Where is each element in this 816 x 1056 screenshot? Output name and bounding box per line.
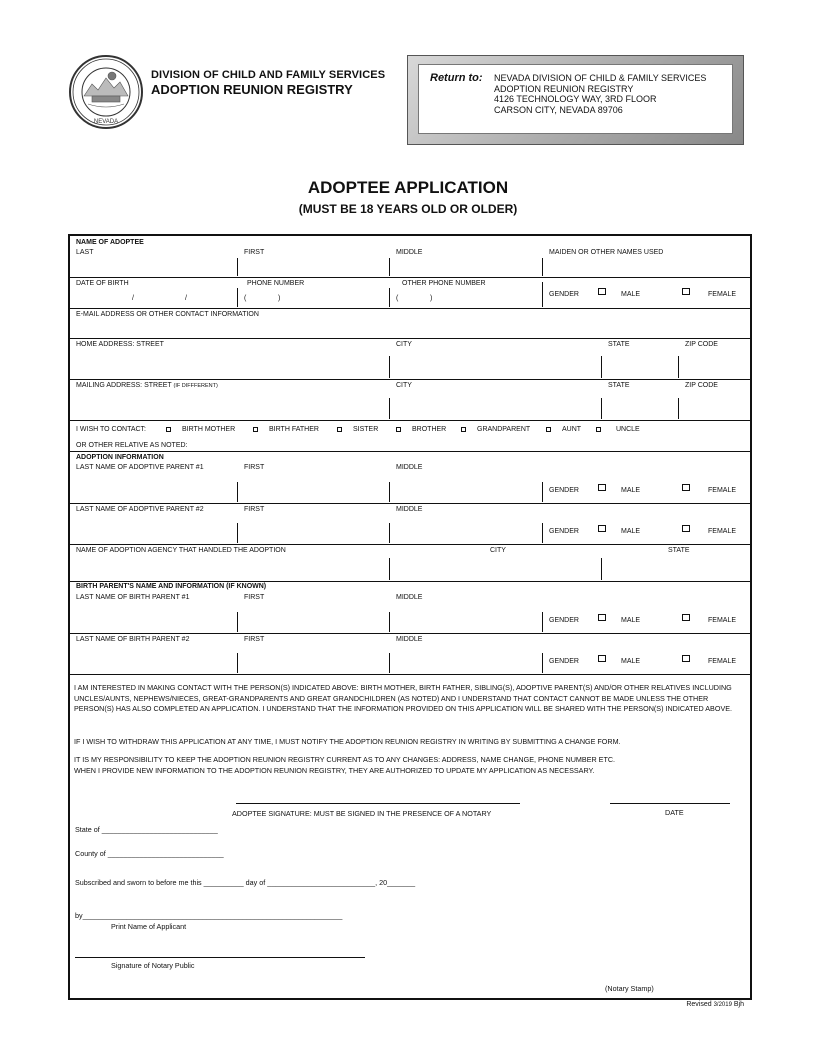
contact-birth-mother-checkbox[interactable] [166, 427, 171, 432]
contact-grandparent-checkbox[interactable] [461, 427, 466, 432]
return-to-box [407, 55, 744, 145]
adoptive-parent1-label: LAST NAME OF ADOPTIVE PARENT #1 [76, 464, 204, 471]
contact-brother-checkbox[interactable] [396, 427, 401, 432]
statement-paragraph-4: WHEN I PROVIDE NEW INFORMATION TO THE ADOPTION REUNION REGISTRY, THEY ARE AUTHORIZED TO UPDATE MY APPLICATION AS NECESSARY. [74, 766, 595, 775]
adoptive-parent1-male-checkbox[interactable] [598, 484, 606, 491]
date-line[interactable] [610, 803, 730, 804]
registry-name: ADOPTION REUNION REGISTRY [151, 82, 353, 97]
birth-parent2-female-checkbox[interactable] [682, 655, 690, 662]
print-name-label: Print Name of Applicant [111, 922, 187, 931]
birth-parent1-female-checkbox[interactable] [682, 614, 690, 621]
gender-label: GENDER [549, 291, 579, 298]
birth-parent2-label: LAST NAME OF BIRTH PARENT #2 [76, 636, 190, 643]
adoptive-parent1-female-checkbox[interactable] [682, 484, 690, 491]
contact-uncle-checkbox[interactable] [596, 427, 601, 432]
contact-aunt-checkbox[interactable] [546, 427, 551, 432]
adoptee-male-checkbox[interactable] [598, 288, 606, 295]
contact-prefix: I WISH TO CONTACT: [76, 426, 147, 433]
adoptee-signature-label: ADOPTEE SIGNATURE: MUST BE SIGNED IN THE PRESENCE OF A NOTARY [232, 809, 492, 818]
adoptee-signature-line[interactable] [236, 803, 520, 804]
adoptee-middle-label: MIDDLE [396, 249, 423, 256]
by-field[interactable]: by_________________________________________________________________ [75, 911, 343, 920]
application-form: NAME OF ADOPTEE LAST FIRST MIDDLE MAIDEN OR OTHER NAMES USED DATE OF BIRTH / / PHONE NUMBER ( ) OTHER PHONE NUMBER ( ) GENDER MALE FEMALE E-MAIL ADDRESS OR OTHER CONTACT INFORMATION HOME ADDRESS: STREET CITY STATE ZIP CODE MAILING ADDRESS: STREET (IF DIFFFERENT) CITY STATE ZIP CODE I WISH TO CONTACT: BIRTH MOTHER BIRTH FATHER SISTER BROTHER GRANDPARENT AUNT UNCLE OR OTHER RELATIVE AS NOTED: ADOPTION INFORMATION LAST NAME OF ADOPTIVE PARENT #1 FIRST MIDDLE GENDER MALE FEMALE LAST NAME OF ADOPTIVE PARENT #2 FIRST MIDDLE GENDER MALE FEMALE NAME OF ADOPTION AGENCY THAT HANDLED THE ADOPTION CITY STATE BIRTH PARENT'S NAME AND INFORMATION (IF KNOWN) LAST NAME OF BIRTH PARENT #1 FIRST MIDDLE GENDER MALE FEMALE LAST NAME OF BIRTH PARENT #2 FIRST MIDDLE GENDER MALE FEMALE [68, 234, 752, 1000]
email-label: E-MAIL ADDRESS OR OTHER CONTACT INFORMATION [76, 311, 259, 318]
svg-text:NEVADA: NEVADA [93, 119, 119, 125]
home-address-label: HOME ADDRESS: STREET [76, 341, 164, 348]
contact-sister-checkbox[interactable] [337, 427, 342, 432]
adoptee-first-label: FIRST [244, 249, 265, 256]
revision-footer: Revised 3/2019 Bjh [686, 1001, 744, 1008]
form-title: ADOPTEE APPLICATION [307, 178, 509, 197]
adoption-section-label: ADOPTION INFORMATION [76, 454, 164, 461]
adoptee-section-label: NAME OF ADOPTEE [76, 239, 144, 246]
statement-paragraph-2: IF I WISH TO WITHDRAW THIS APPLICATION AT ANY TIME, I MUST NOTIFY THE ADOPTION REUNION REGISTRY IN WRITING BY SUBMITTING A CHANGE FORM. [74, 737, 621, 746]
other-phone-label: OTHER PHONE NUMBER [402, 280, 486, 287]
adoptive-parent2-label: LAST NAME OF ADOPTIVE PARENT #2 [76, 506, 204, 513]
statement-paragraph-3: IT IS MY RESPONSIBILITY TO KEEP THE ADOPTION REUNION REGISTRY CURRENT AS TO ANY CHANGES: ADDRESS, NAME CHANGE, PHONE NUMBER ETC. [74, 755, 616, 764]
return-address: NEVADA DIVISION OF CHILD & FAMILY SERVICES ADOPTION REUNION REGISTRY 4126 TECHNOLOGY WAY, 3RD FLOOR CARSON CITY, NEVADA 89706 [494, 73, 707, 115]
sworn-statement-field[interactable]: Subscribed and sworn to before me this __________ day of ___________________________, 20_______ [75, 878, 416, 887]
contact-other-label: OR OTHER RELATIVE AS NOTED: [76, 442, 188, 449]
adoptive-parent2-male-checkbox[interactable] [598, 525, 606, 532]
notary-stamp-label: (Notary Stamp) [605, 984, 654, 993]
agency-name: DIVISION OF CHILD AND FAMILY SERVICES [151, 69, 386, 81]
mailing-address-label: MAILING ADDRESS: STREET (IF DIFFFERENT) [76, 382, 218, 389]
adoptive-parent2-female-checkbox[interactable] [682, 525, 690, 532]
statement-paragraph-1: I AM INTERESTED IN MAKING CONTACT WITH THE PERSON(S) INDICATED ABOVE: BIRTH MOTHER, BIRTH FATHER, SIBLING(S), ADOPTIVE PARENT(S) AND/OR OTHER RELATIVES INCLUDING UNCLES/AUNTS, NEPHEWS/NIECES, GREAT-GRANDPARENTS AND GREAT GRANDCHILDREN (AS NOTED) AND I UNDERSTAND THAT CONTACT CANNOT BE MADE UNLESS THE OTHER PERSON(S) HAS ALSO COMPLETED AN APPLICATION. I UNDERSTAND THAT THE INFORMATION PROVIDED ON THIS APPLICATION WILL BE SHARED WITH THE PERSON(S) INDICATED ABOVE. [74, 683, 733, 713]
county-of-field[interactable]: County of _____________________________ [75, 849, 224, 858]
notary-signature-line[interactable] [75, 957, 365, 958]
agency-label: NAME OF ADOPTION AGENCY THAT HANDLED THE ADOPTION [76, 547, 286, 554]
notary-signature-label: Signature of Notary Public [111, 961, 195, 970]
date-label: DATE [665, 808, 684, 817]
return-to-label: Return to: [430, 72, 483, 84]
dob-label: DATE OF BIRTH [76, 280, 129, 287]
form-subtitle: (MUST BE 18 YEARS OLD OR OLDER) [298, 202, 518, 216]
nevada-seal-icon [68, 54, 144, 130]
birth-parent1-label: LAST NAME OF BIRTH PARENT #1 [76, 594, 190, 601]
phone-label: PHONE NUMBER [247, 280, 305, 287]
state-of-field[interactable]: State of _____________________________ [75, 825, 218, 834]
birth-parent2-male-checkbox[interactable] [598, 655, 606, 662]
birth-parent1-male-checkbox[interactable] [598, 614, 606, 621]
adoptee-maiden-label: MAIDEN OR OTHER NAMES USED [549, 249, 664, 256]
birth-section-label: BIRTH PARENT'S NAME AND INFORMATION (IF KNOWN) [76, 583, 267, 590]
adoptee-female-checkbox[interactable] [682, 288, 690, 295]
contact-birth-father-checkbox[interactable] [253, 427, 258, 432]
adoptee-last-label: LAST [76, 249, 94, 256]
